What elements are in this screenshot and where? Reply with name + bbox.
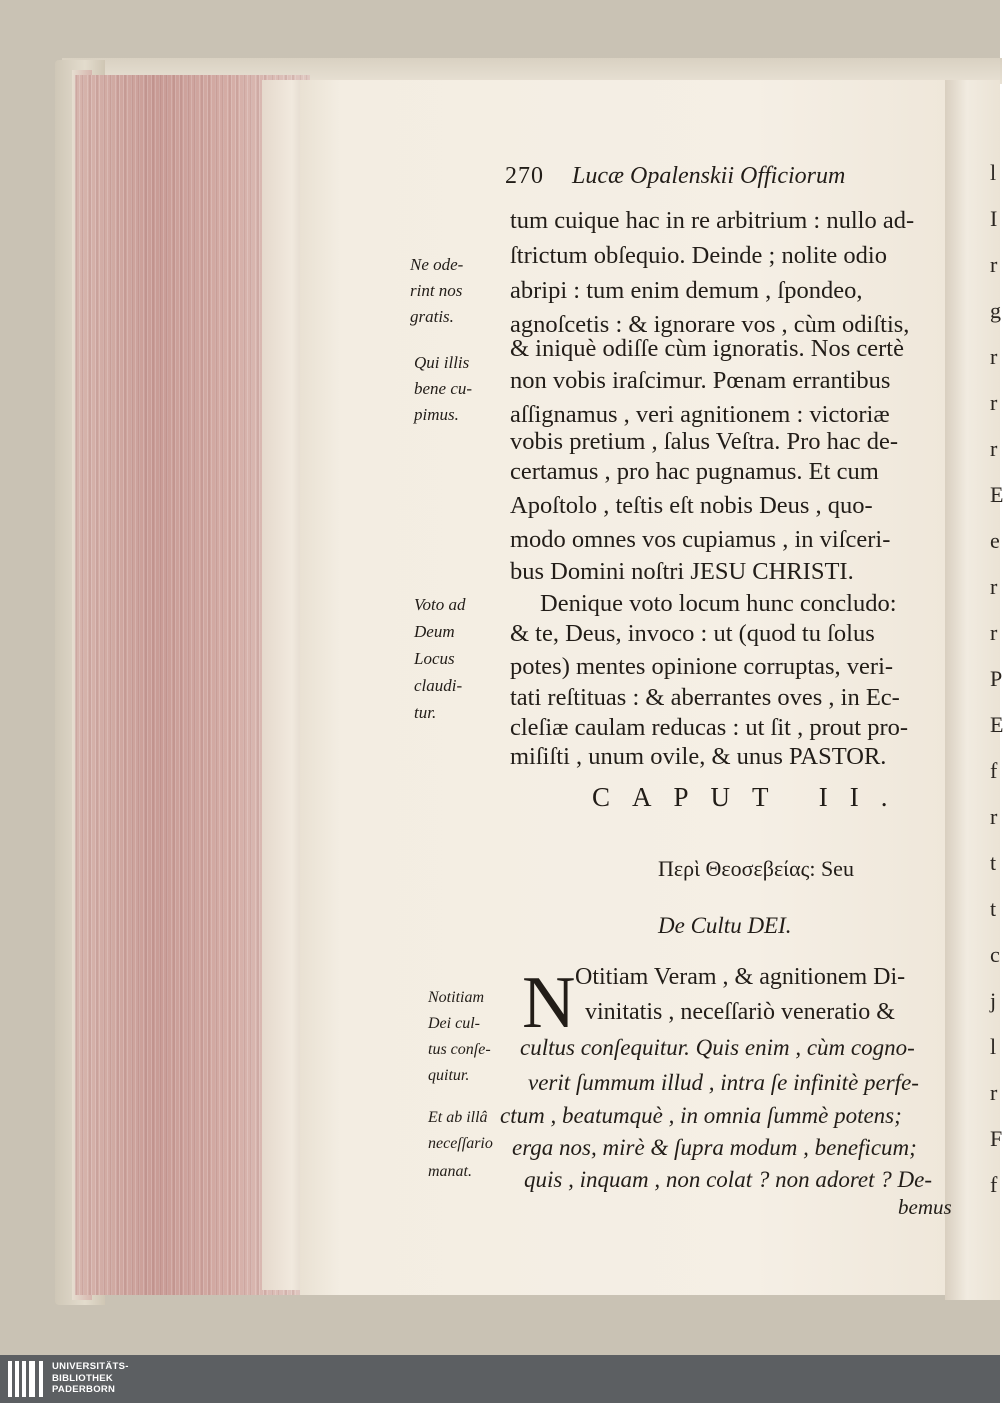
marginal-note: tur. bbox=[414, 703, 437, 722]
marginal-note: Locus bbox=[414, 649, 455, 668]
adjacent-page-glyph: t bbox=[990, 850, 997, 875]
text-line: non vobis iraſcimur. Pœnam errantibus bbox=[510, 367, 891, 394]
adjacent-page-glyph: l bbox=[990, 160, 997, 185]
text-line: Otitiam Veram , & agnitionem Di- bbox=[575, 964, 906, 990]
chapter-heading: CAPUT II. bbox=[592, 782, 910, 812]
running-head bbox=[505, 163, 845, 190]
text-line: agnoſcetis : & ignorare vos , cùm odiſtis, bbox=[510, 311, 910, 338]
marginal-note: tus conſe- bbox=[428, 1041, 491, 1058]
marginal-note: bene cu- bbox=[414, 379, 473, 398]
library-logo-text bbox=[52, 1361, 129, 1396]
chapter-greek-title: Περὶ Θεοσεβείας: Seu bbox=[658, 856, 854, 881]
adjacent-page-glyph: t bbox=[990, 896, 997, 921]
text-line: bemus bbox=[898, 1195, 952, 1219]
text-line: & iniquè odiſſe cùm ignoratis. Nos certè bbox=[510, 335, 904, 362]
logo-line: UNIVERSITÄTS- bbox=[52, 1361, 129, 1372]
marginal-note: rint nos bbox=[410, 281, 463, 300]
drop-cap: N bbox=[522, 962, 576, 1044]
adjacent-page-glyph: E bbox=[990, 482, 1003, 507]
adjacent-page-glyph: e bbox=[990, 528, 1000, 553]
adjacent-page-glyph: j bbox=[990, 988, 997, 1013]
marginal-note: pimus. bbox=[414, 405, 459, 424]
text-line: ctum , beatumquè , in omnia ſummè potens; bbox=[500, 1103, 902, 1128]
page-number: 270 bbox=[505, 163, 544, 189]
text-line: bus Domini noſtri JESU CHRISTI. bbox=[510, 558, 854, 585]
text-line: potes) mentes opinione corruptas, veri- bbox=[510, 653, 894, 680]
marginal-note: Ne ode- bbox=[410, 255, 464, 274]
text-line: & te, Deus, invoco : ut (quod tu ſolus bbox=[510, 620, 875, 647]
adjacent-page-glyph: r bbox=[990, 574, 998, 599]
text-line: abripi : tum enim demum , ſpondeo, bbox=[510, 277, 863, 304]
adjacent-page-glyph: r bbox=[990, 436, 998, 461]
text-line: certamus , pro hac pugnamus. Et cum bbox=[510, 458, 879, 485]
adjacent-page-glyph: g bbox=[990, 298, 1001, 323]
marginal-note: Deum bbox=[414, 622, 455, 641]
marginal-note: neceſſario bbox=[428, 1135, 493, 1152]
library-footer bbox=[0, 1355, 1000, 1403]
chapter-subtitle: De Cultu DEI. bbox=[658, 913, 792, 938]
adjacent-page-glyph: f bbox=[990, 1172, 998, 1197]
adjacent-page-glyph: c bbox=[990, 942, 1000, 967]
adjacent-page-glyph: r bbox=[990, 390, 998, 415]
logo-line: BIBLIOTHEK bbox=[52, 1372, 114, 1384]
marginal-note: Voto ad bbox=[414, 595, 466, 614]
marginal-note: claudi- bbox=[414, 676, 463, 695]
adjacent-page-glyph: r bbox=[990, 804, 998, 829]
text-line: tati reſtituas : & aberrantes oves , in Ec- bbox=[510, 684, 900, 711]
adjacent-page-glyph: I bbox=[990, 206, 998, 231]
marginal-note: Et ab illâ bbox=[428, 1109, 488, 1126]
marginal-note: quitur. bbox=[428, 1067, 470, 1084]
text-line: tum cuique hac in re arbitrium : nullo ad- bbox=[510, 207, 915, 234]
text-line: vinitatis , neceſſariò veneratio & bbox=[585, 999, 895, 1025]
text-line: cleſiæ caulam reducas : ut ſit , prout pro- bbox=[510, 714, 909, 741]
adjacent-page-glyph: r bbox=[990, 620, 998, 645]
marginal-note: gratis. bbox=[410, 307, 454, 326]
marginal-note: Dei cul- bbox=[428, 1015, 480, 1032]
text-line: verit ſummum illud , intra ſe infinitè perfe- bbox=[528, 1070, 919, 1095]
text-line: quis , inquam , non colat ? non adoret ? De- bbox=[524, 1167, 933, 1192]
adjacent-page-glyph: F bbox=[990, 1126, 1003, 1151]
adjacent-page-glyph: P bbox=[990, 666, 1003, 691]
library-logo-icon bbox=[8, 1361, 46, 1397]
marginal-note: Notitiam bbox=[428, 989, 485, 1006]
text-line: ſtrictum obſequio. Deinde ; nolite odio bbox=[510, 242, 887, 269]
text-line: cultus conſequitur. Quis enim , cùm cogno- bbox=[520, 1035, 915, 1060]
running-title: Lucæ Opalenskii Officiorum bbox=[572, 163, 846, 189]
text-line: modo omnes vos cupiamus , in viſceri- bbox=[510, 526, 891, 553]
adjacent-page-glyph: l bbox=[990, 1034, 997, 1059]
text-line: Denique voto locum hunc concludo: bbox=[540, 590, 897, 617]
adjacent-page-glyph: r bbox=[990, 344, 998, 369]
adjacent-page-glyph: f bbox=[990, 758, 998, 783]
text-line: aſſignamus , veri agnitionem : victoriæ bbox=[510, 401, 890, 428]
adjacent-page-glyph: E bbox=[990, 712, 1003, 737]
adjacent-page-glyph: r bbox=[990, 1080, 998, 1105]
adjacent-page-glyph: r bbox=[990, 252, 998, 277]
text-line: Apoſtolo , teſtis eſt nobis Deus , quo- bbox=[510, 492, 873, 519]
text-line: miſiſti , unum ovile, & unus PASTOR. bbox=[510, 743, 887, 770]
text-line: vobis pretium , ſalus Veſtra. Pro hac de- bbox=[510, 428, 899, 455]
marginal-note: manat. bbox=[428, 1163, 472, 1180]
logo-line: PADERBORN bbox=[52, 1384, 116, 1395]
text-line: erga nos, mirè & ſupra modum , beneficum; bbox=[512, 1135, 917, 1160]
marginal-note: Qui illis bbox=[414, 353, 470, 372]
